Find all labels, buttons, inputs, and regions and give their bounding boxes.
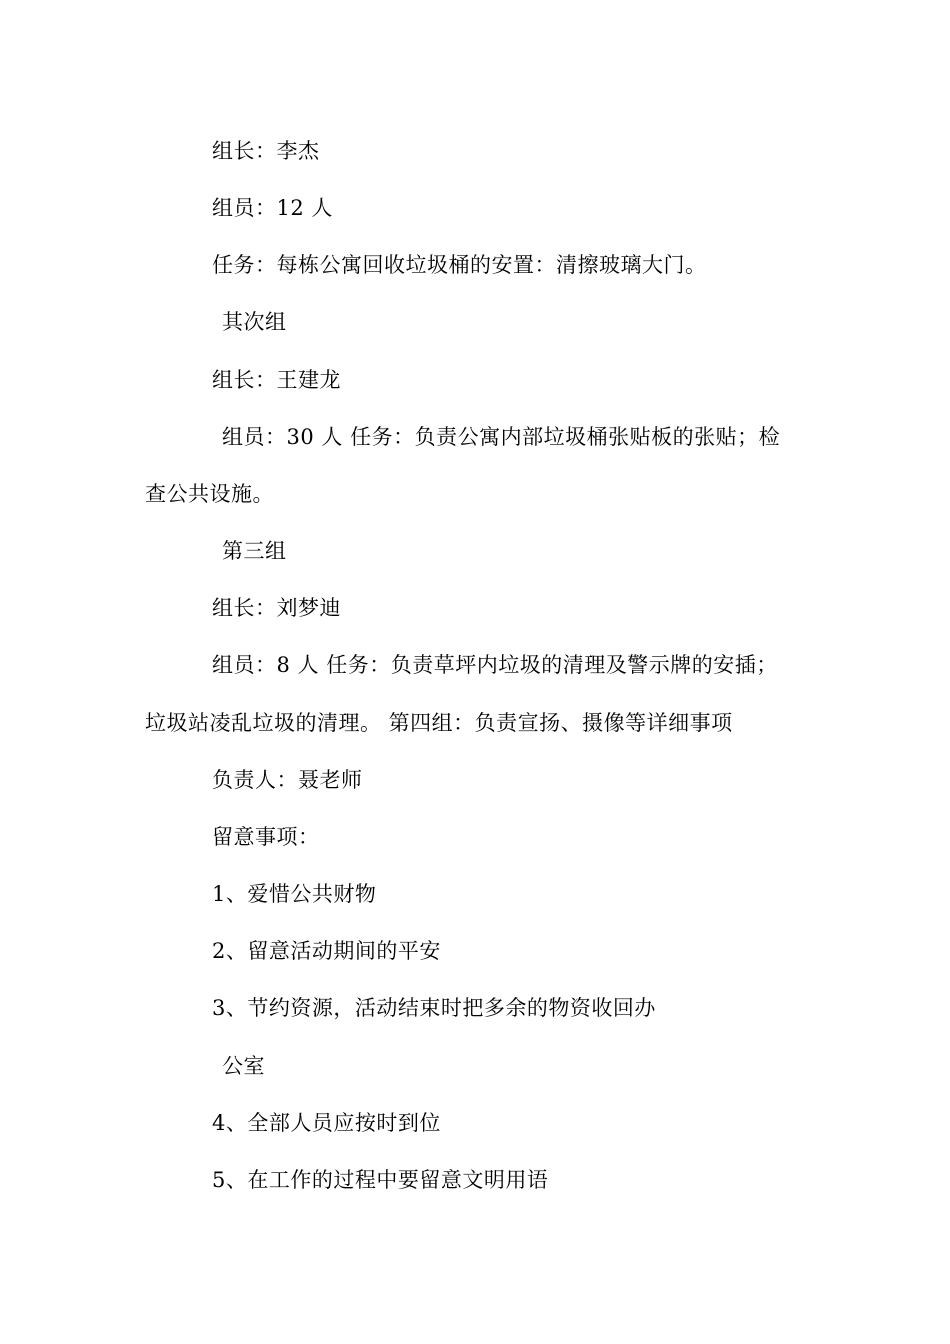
note-item-1: 1、爱惜公共财物 <box>212 882 377 906</box>
group4-responsible: 负责人：聂老师 <box>212 768 363 792</box>
note-item-3: 3、节约资源，活动结束时把多余的物资收回办 <box>212 996 656 1020</box>
group1-task: 任务：每栋公寓回收垃圾桶的安置：清擦玻璃大门。 <box>212 253 707 277</box>
group3-members-task: 组员：8 人 任务：负责草坪内垃圾的清理及警示牌的安插； <box>212 653 778 677</box>
note-item-5: 5、在工作的过程中要留意文明用语 <box>212 1168 549 1192</box>
group2-leader: 组长：王建龙 <box>212 368 341 392</box>
group1-leader: 组长：李杰 <box>212 139 320 163</box>
group2-task-cont: 查公共设施。 <box>145 482 274 506</box>
group2-members-task: 组员：30 人 任务：负责公寓内部垃圾桶张贴板的张贴；检 <box>222 425 781 449</box>
note-item-2: 2、留意活动期间的平安 <box>212 939 441 963</box>
notes-heading: 留意事项： <box>212 825 320 849</box>
group2-heading: 其次组 <box>222 310 287 334</box>
group1-members: 组员：12 人 <box>212 196 333 220</box>
group3-task-cont: 垃圾站凌乱垃圾的清理。 第四组：负责宣扬、摄像等详细事项 <box>145 711 733 735</box>
note-item-4: 4、全部人员应按时到位 <box>212 1111 441 1135</box>
group3-heading: 第三组 <box>222 539 287 563</box>
group3-leader: 组长：刘梦迪 <box>212 596 341 620</box>
note-item-3-cont: 公室 <box>222 1054 265 1078</box>
